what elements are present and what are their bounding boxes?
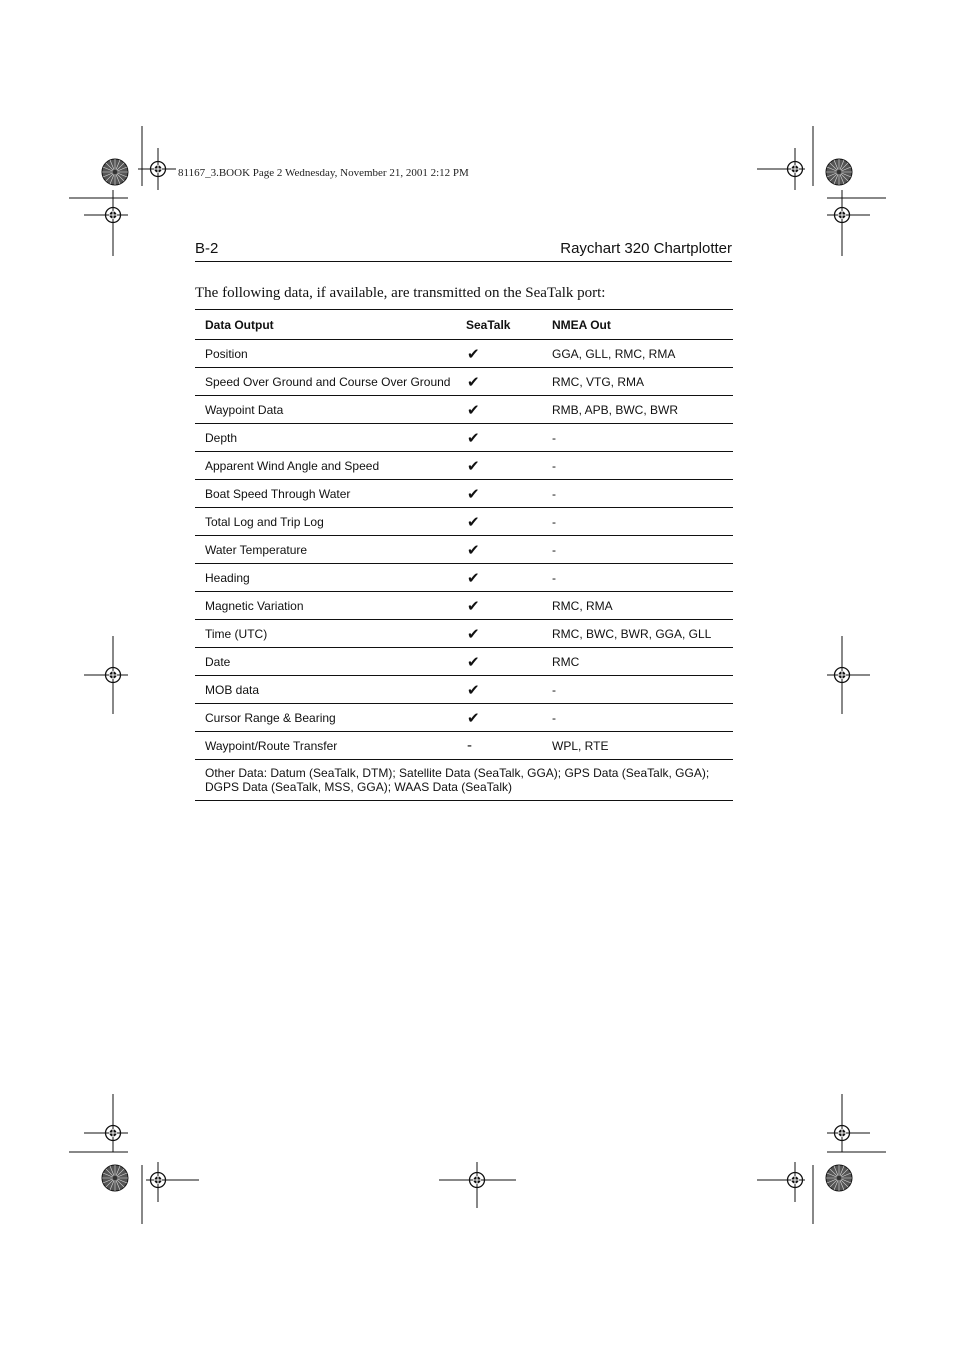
data-output-cell: MOB data [195,676,456,704]
seatalk-cell: ✔ [456,396,542,424]
nmea-cell: RMB, APB, BWC, BWR [542,396,733,424]
table-row [195,452,733,480]
seatalk-cell: ✔ [456,424,542,452]
seatalk-cell: ✔ [456,620,542,648]
nmea-cell: - [542,676,733,704]
data-output-cell: Cursor Range & Bearing [195,704,456,732]
table-row [195,536,733,564]
table-row [195,480,733,508]
data-output-cell: Magnetic Variation [195,592,456,620]
data-output-cell: Boat Speed Through Water [195,480,456,508]
seatalk-cell: ✔ [456,508,542,536]
table-row [195,368,733,396]
seatalk-cell: ✔ [456,340,542,368]
seatalk-cell: - [456,732,542,760]
data-output-cell: Heading [195,564,456,592]
table-row [195,648,733,676]
table-note-row [195,760,733,801]
seatalk-cell: ✔ [456,648,542,676]
table-row [195,676,733,704]
table-row [195,620,733,648]
table-row [195,564,733,592]
nmea-cell: RMC, BWC, BWR, GGA, GLL [542,620,733,648]
section-number: B-2 [195,240,219,257]
table-row [195,424,733,452]
nmea-cell: - [542,452,733,480]
data-output-cell: Water Temperature [195,536,456,564]
table-row [195,508,733,536]
seatalk-cell: ✔ [456,704,542,732]
seatalk-cell: ✔ [456,592,542,620]
seatalk-output-table [195,309,733,801]
seatalk-cell: ✔ [456,452,542,480]
seatalk-cell: ✔ [456,480,542,508]
seatalk-cell: ✔ [456,564,542,592]
running-title: Raychart 320 Chartplotter [560,240,732,257]
data-output-cell: Total Log and Trip Log [195,508,456,536]
data-output-cell: Date [195,648,456,676]
nmea-cell: - [542,424,733,452]
seatalk-cell: ✔ [456,536,542,564]
nmea-cell: GGA, GLL, RMC, RMA [542,340,733,368]
nmea-cell: - [542,480,733,508]
column-header-nmea-out: NMEA Out [542,310,733,340]
seatalk-cell: ✔ [456,368,542,396]
nmea-cell: - [542,536,733,564]
table-row [195,340,733,368]
nmea-cell: - [542,704,733,732]
print-slug: 81167_3.BOOK Page 2 Wednesday, November 21, 2001 2:12 PM [178,167,469,179]
table-header-row [195,310,733,340]
data-output-cell: Time (UTC) [195,620,456,648]
intro-paragraph: The following data, if available, are transmitted on the SeaTalk port: [195,285,606,301]
seatalk-cell: ✔ [456,676,542,704]
data-output-cell: Waypoint Data [195,396,456,424]
data-output-cell: Speed Over Ground and Course Over Ground [195,368,456,396]
data-output-cell: Depth [195,424,456,452]
column-header-seatalk: SeaTalk [456,310,542,340]
table-row [195,732,733,760]
nmea-cell: - [542,508,733,536]
data-output-cell: Waypoint/Route Transfer [195,732,456,760]
other-data-note: Other Data: Datum (SeaTalk, DTM); Satellite Data (SeaTalk, GGA); GPS Data (SeaTalk, GGA); DGPS Data (SeaTalk, MSS, GGA); WAAS Data (SeaTalk) [195,760,733,801]
table-row [195,592,733,620]
table-row [195,704,733,732]
nmea-cell: RMC, VTG, RMA [542,368,733,396]
data-output-cell: Apparent Wind Angle and Speed [195,452,456,480]
nmea-cell: RMC [542,648,733,676]
nmea-cell: WPL, RTE [542,732,733,760]
page-header [195,240,732,262]
nmea-cell: - [542,564,733,592]
table-row [195,396,733,424]
data-output-cell: Position [195,340,456,368]
nmea-cell: RMC, RMA [542,592,733,620]
column-header-data-output: Data Output [195,310,456,340]
